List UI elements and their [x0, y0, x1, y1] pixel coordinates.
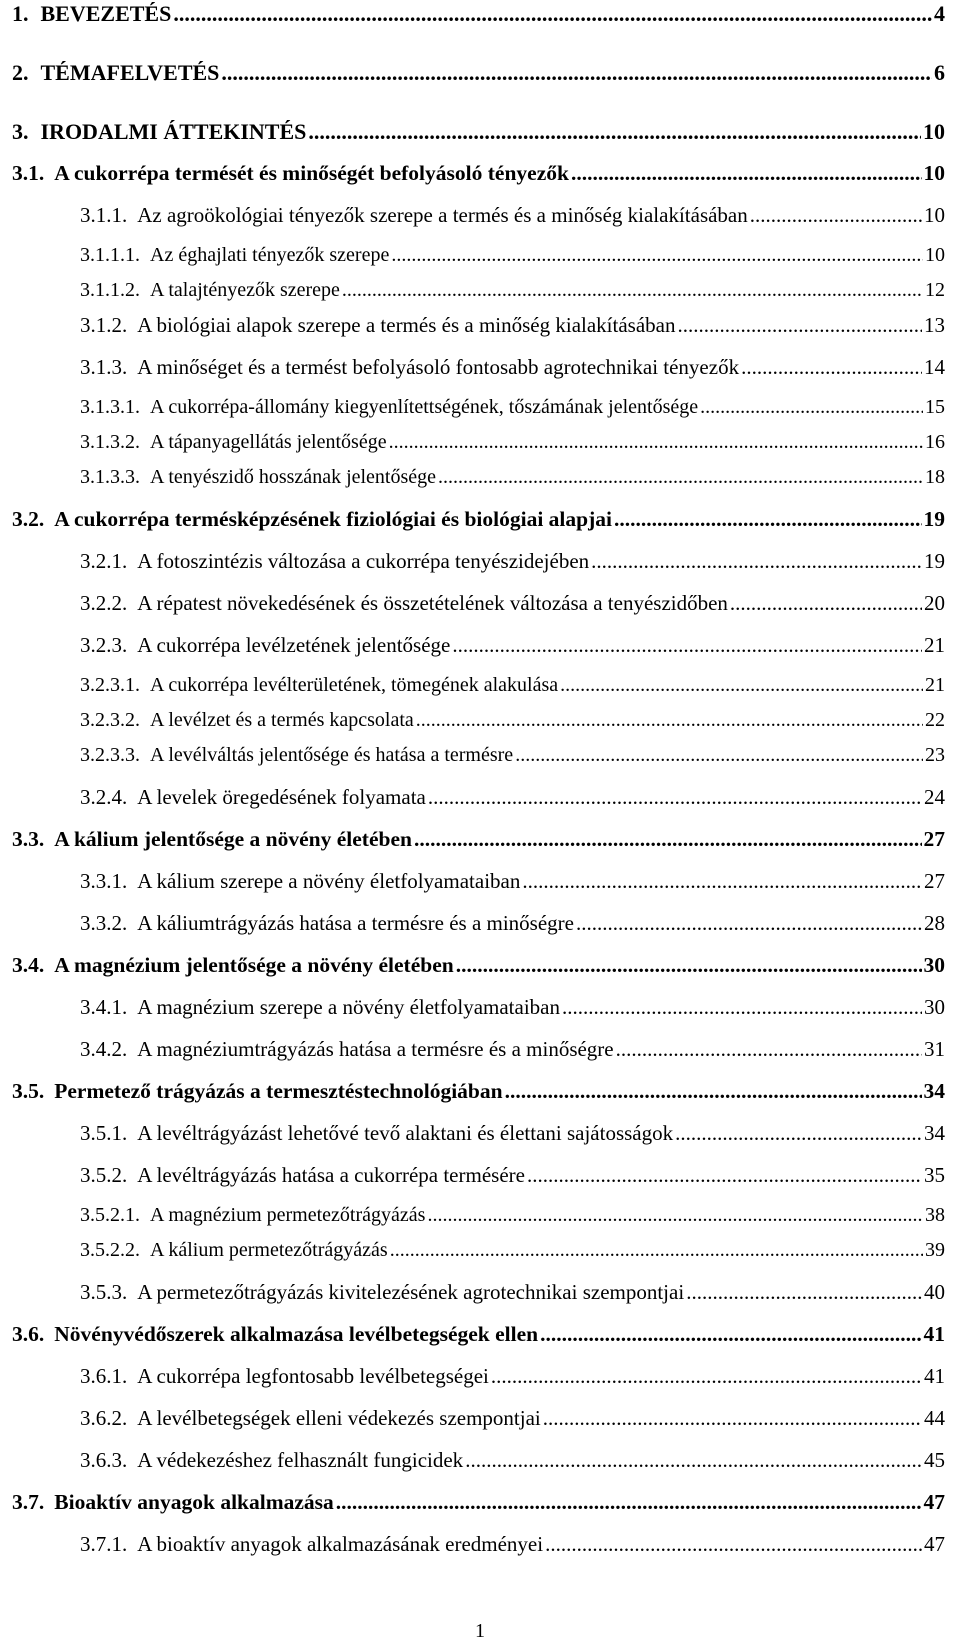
toc-entry-number: 3.2. — [12, 507, 45, 531]
toc-leader-dots — [465, 1450, 922, 1471]
toc-entry-title: A magnézium permetezőtrágyázás — [150, 1204, 426, 1226]
toc-entry-number: 3.1.2. — [80, 313, 128, 337]
toc-entry[interactable] — [80, 467, 945, 487]
toc-entry-page: 35 — [924, 1163, 945, 1187]
toc-leader-dots — [438, 467, 923, 487]
toc-leader-dots — [675, 1123, 922, 1144]
toc-entry-title: A védekezéshez felhasznált fungicidek — [137, 1448, 464, 1472]
toc-entry-number: 3.5.1. — [80, 1121, 128, 1145]
toc-entry-number: 3.4.1. — [80, 995, 128, 1019]
toc-entry-page: 21 — [924, 633, 945, 657]
toc-entry[interactable] — [80, 357, 945, 378]
toc-entry-number: 3.3.2. — [80, 911, 128, 935]
toc-entry-page: 38 — [925, 1204, 945, 1226]
toc-entry[interactable] — [80, 1408, 945, 1429]
toc-entry[interactable] — [80, 745, 945, 765]
toc-leader-dots — [522, 871, 922, 892]
toc-entry-page: 4 — [934, 1, 945, 26]
toc-leader-dots — [591, 551, 922, 572]
toc-entry-number: 3.3. — [12, 827, 45, 851]
toc-entry[interactable] — [80, 1165, 945, 1186]
toc-entry-title: BEVEZETÉS — [40, 1, 172, 26]
toc-leader-dots — [543, 1408, 922, 1429]
toc-entry-page: 10 — [925, 244, 945, 266]
toc-entry-page: 18 — [925, 466, 945, 488]
toc-entry[interactable] — [80, 1205, 945, 1225]
toc-entry-number: 3.4. — [12, 953, 45, 977]
toc-entry[interactable] — [80, 1450, 945, 1471]
toc-entry-page: 45 — [924, 1448, 945, 1472]
toc-entry-title: A magnéziumtrágyázás hatása a termésre és a minőségre — [137, 1037, 614, 1061]
toc-entry-page: 14 — [924, 355, 945, 379]
toc-entry-title: A cukorrépa termését és minőségét befolyásoló tényezők — [54, 161, 569, 185]
toc-entry[interactable] — [80, 1240, 945, 1260]
toc-entry[interactable] — [12, 163, 945, 185]
toc-entry-title: A levélbetegségek elleni védekezés szempontjai — [137, 1406, 541, 1430]
toc-entry-page: 19 — [924, 549, 945, 573]
toc-entry-title: IRODALMI ÁTTEKINTÉS — [40, 119, 307, 144]
toc-entry-number: 3.5. — [12, 1079, 45, 1103]
toc-entry[interactable] — [80, 1123, 945, 1144]
toc-leader-dots — [527, 1165, 922, 1186]
toc-entry-number: 3.3.1. — [80, 869, 128, 893]
toc-entry-number: 3.1.1. — [80, 203, 128, 227]
toc-entry-page: 47 — [924, 1532, 945, 1556]
toc-entry-title: A levelek öregedésének folyamata — [137, 785, 426, 809]
toc-entry-title: Az éghajlati tényezők szerepe — [150, 244, 390, 266]
toc-entry[interactable] — [12, 3, 945, 25]
toc-leader-dots — [741, 357, 922, 378]
toc-entry[interactable] — [80, 397, 945, 417]
toc-leader-dots — [391, 245, 923, 265]
toc-entry-number: 3.5.2.1. — [80, 1204, 140, 1226]
toc-leader-dots — [221, 62, 932, 84]
toc-leader-dots — [540, 1324, 921, 1346]
toc-entry-page: 44 — [924, 1406, 945, 1430]
toc-leader-dots — [342, 280, 923, 300]
toc-entry-title: A minőséget és a termést befolyásoló fontosabb agrotechnikai tényezők — [137, 355, 740, 379]
toc-entry-title: A talajtényezők szerepe — [150, 279, 340, 301]
toc-leader-dots — [308, 121, 921, 143]
toc-entry-title: A káliumtrágyázás hatása a termésre és a minőségre — [137, 911, 574, 935]
toc-entry-number: 3.2.3.1. — [80, 674, 140, 696]
toc-entry-title: A biológiai alapok szerepe a termés és a minőség kialakításában — [137, 313, 676, 337]
toc-leader-dots — [677, 315, 922, 336]
toc-entry-page: 16 — [925, 431, 945, 453]
toc-leader-dots — [576, 913, 922, 934]
toc-entry[interactable] — [12, 829, 945, 851]
toc-entry-page: 12 — [925, 279, 945, 301]
toc-leader-dots — [730, 593, 922, 614]
toc-entry[interactable] — [80, 1534, 945, 1555]
toc-entry-title: A répatest növekedésének és összetételének változása a tenyészidőben — [137, 591, 728, 615]
toc-entry-title: A levélzet és a termés kapcsolata — [150, 709, 414, 731]
toc-leader-dots — [428, 787, 922, 808]
toc-entry-page: 6 — [934, 60, 945, 85]
toc-entry-page: 30 — [924, 995, 945, 1019]
toc-entry-title: Növényvédőszerek alkalmazása levélbetegségek ellen — [54, 1322, 539, 1346]
toc-entry[interactable] — [80, 280, 945, 300]
toc-leader-dots — [427, 1205, 923, 1225]
toc-leader-dots — [616, 1039, 922, 1060]
toc-entry[interactable] — [80, 710, 945, 730]
toc-entry-title: A cukorrépa-állomány kiegyenlítettségének, tőszámának jelentősége — [150, 396, 699, 418]
toc-entry-number: 3.1.1.1. — [80, 244, 140, 266]
toc-leader-dots — [336, 1492, 922, 1514]
toc-leader-dots — [416, 710, 923, 730]
toc-entry-page: 34 — [924, 1121, 945, 1145]
toc-entry-number: 3.2.3. — [80, 633, 128, 657]
toc-entry-number: 3.6.2. — [80, 1406, 128, 1430]
toc-entry-title: Bioaktív anyagok alkalmazása — [54, 1490, 334, 1514]
toc-entry-title: A levélváltás jelentősége és hatása a termésre — [150, 744, 514, 766]
toc-leader-dots — [515, 745, 923, 765]
toc-entry[interactable] — [80, 432, 945, 452]
toc-entry-title: A kálium permetezőtrágyázás — [150, 1239, 388, 1261]
toc-entry-number: 3.1. — [12, 161, 45, 185]
toc-entry[interactable] — [80, 315, 945, 336]
toc-entry-page: 34 — [923, 1079, 945, 1103]
toc-entry-number: 3.2.1. — [80, 549, 128, 573]
toc-entry-page: 15 — [925, 396, 945, 418]
toc-leader-dots — [452, 635, 922, 656]
toc-entry-title: A bioaktív anyagok alkalmazásának eredményei — [137, 1532, 544, 1556]
toc-entry-title: A magnézium jelentősége a növény életében — [54, 953, 454, 977]
toc-entry[interactable] — [80, 997, 945, 1018]
toc-leader-dots — [173, 3, 932, 25]
toc-entry[interactable] — [80, 635, 945, 656]
toc-entry[interactable] — [12, 1492, 945, 1514]
toc-leader-dots — [562, 997, 922, 1018]
toc-entry-number: 3.1.3.1. — [80, 396, 140, 418]
toc-entry-title: TÉMAFELVETÉS — [40, 60, 220, 85]
toc-entry-page: 24 — [924, 785, 945, 809]
toc-entry[interactable] — [80, 593, 945, 614]
toc-leader-dots — [686, 1282, 922, 1303]
toc-entry-page: 41 — [923, 1322, 945, 1346]
toc-entry[interactable] — [80, 1282, 945, 1303]
toc-entry-page: 22 — [925, 709, 945, 731]
toc-entry[interactable] — [80, 245, 945, 265]
toc-entry-number: 3.2.3.3. — [80, 744, 140, 766]
toc-leader-dots — [390, 1240, 923, 1260]
toc-entry-number: 3. — [12, 119, 29, 144]
toc-entry[interactable] — [12, 955, 945, 977]
toc-entry[interactable] — [80, 913, 945, 934]
toc-entry[interactable] — [12, 1324, 945, 1346]
toc-leader-dots — [456, 955, 922, 977]
toc-entry-page: 20 — [924, 591, 945, 615]
toc-entry-number: 2. — [12, 60, 29, 85]
toc-entry[interactable] — [12, 1081, 945, 1103]
toc-leader-dots — [614, 509, 921, 531]
toc-leader-dots — [491, 1366, 922, 1387]
toc-entry-page: 40 — [924, 1280, 945, 1304]
toc-entry-title: A kálium szerepe a növény életfolyamataiban — [137, 869, 521, 893]
page-number: 1 — [475, 1620, 485, 1642]
toc-entry-title: A levéltrágyázást lehetővé tevő alaktani és élettani sajátosságok — [137, 1121, 674, 1145]
toc-entry-title: A tenyészidő hosszának jelentősége — [150, 466, 437, 488]
toc-entry-number: 3.7. — [12, 1490, 45, 1514]
toc-entry-number: 3.5.2.2. — [80, 1239, 140, 1261]
toc-entry-page: 10 — [923, 119, 945, 144]
toc-entry-title: A tápanyagellátás jelentősége — [150, 431, 387, 453]
toc-entry-page: 10 — [923, 161, 945, 185]
toc-entry-number: 3.1.3.3. — [80, 466, 140, 488]
toc-entry-title: A cukorrépa levélzetének jelentősége — [137, 633, 451, 657]
toc-entry-title: A magnézium szerepe a növény életfolyamataiban — [137, 995, 560, 1019]
toc-entry-page: 13 — [924, 313, 945, 337]
toc-entry-title: Permetező trágyázás a termesztéstechnológiában — [54, 1079, 503, 1103]
toc-entry-number: 3.5.2. — [80, 1163, 128, 1187]
toc-entry[interactable] — [12, 509, 945, 531]
toc-entry[interactable] — [80, 871, 945, 892]
toc-entry-title: A levéltrágyázás hatása a cukorrépa termésére — [137, 1163, 525, 1187]
toc-entry-title: Az agroökológiai tényezők szerepe a termés és a minőség kialakításában — [137, 203, 748, 227]
toc-entry-number: 3.4.2. — [80, 1037, 128, 1061]
toc-leader-dots — [560, 675, 923, 695]
toc-entry-title: A cukorrépa termésképzésének fiziológiai és biológiai alapjai — [54, 507, 613, 531]
toc-entry-number: 3.7.1. — [80, 1532, 128, 1556]
toc-entry[interactable] — [80, 1366, 945, 1387]
toc-leader-dots — [545, 1534, 922, 1555]
toc-entry[interactable] — [80, 1039, 945, 1060]
toc-entry-page: 30 — [923, 953, 945, 977]
toc-entry-page: 10 — [924, 203, 945, 227]
toc-entry-page: 28 — [924, 911, 945, 935]
toc-entry-title: A permetezőtrágyázás kivitelezésének agrotechnikai szempontjai — [137, 1280, 685, 1304]
toc-entry-page: 41 — [924, 1364, 945, 1388]
toc-entry-number: 3.2.2. — [80, 591, 128, 615]
toc-entry-number: 3.1.1.2. — [80, 279, 140, 301]
toc-entry-page: 31 — [924, 1037, 945, 1061]
toc-entry-title: A cukorrépa legfontosabb levélbetegségei — [137, 1364, 489, 1388]
toc-entry-page: 21 — [925, 674, 945, 696]
toc-entry-number: 3.2.4. — [80, 785, 128, 809]
toc-leader-dots — [750, 205, 922, 226]
toc-leader-dots — [571, 163, 922, 185]
toc-entry-number: 3.6.3. — [80, 1448, 128, 1472]
toc-entry-number: 3.1.3.2. — [80, 431, 140, 453]
toc-entry-number: 3.2.3.2. — [80, 709, 140, 731]
toc-entry-number: 3.6. — [12, 1322, 45, 1346]
toc-entry-page: 47 — [923, 1490, 945, 1514]
toc-entry-number: 3.5.3. — [80, 1280, 128, 1304]
toc-entry-page: 19 — [923, 507, 945, 531]
toc-leader-dots — [389, 432, 923, 452]
toc-entry[interactable] — [12, 121, 945, 143]
toc-entry[interactable] — [80, 551, 945, 572]
toc-entry-title: A cukorrépa levélterületének, tömegének alakulása — [150, 674, 559, 696]
toc-leader-dots — [414, 829, 922, 851]
toc-leader-dots — [505, 1081, 922, 1103]
toc-entry[interactable] — [12, 62, 945, 84]
toc-entry-page: 39 — [925, 1239, 945, 1261]
toc-leader-dots — [700, 397, 923, 417]
toc-entry-title: A kálium jelentősége a növény életében — [54, 827, 412, 851]
toc-entry-number: 3.1.3. — [80, 355, 128, 379]
toc-entry-title: A fotoszintézis változása a cukorrépa tenyészidejében — [137, 549, 590, 573]
toc-entry-number: 3.6.1. — [80, 1364, 128, 1388]
toc-entry-page: 27 — [924, 869, 945, 893]
toc-entry-page: 27 — [923, 827, 945, 851]
toc-entry-number: 1. — [12, 1, 29, 26]
toc-entry-page: 23 — [925, 744, 945, 766]
toc-entry[interactable] — [80, 675, 945, 695]
toc-entry[interactable] — [80, 205, 945, 226]
toc-entry[interactable] — [80, 787, 945, 808]
